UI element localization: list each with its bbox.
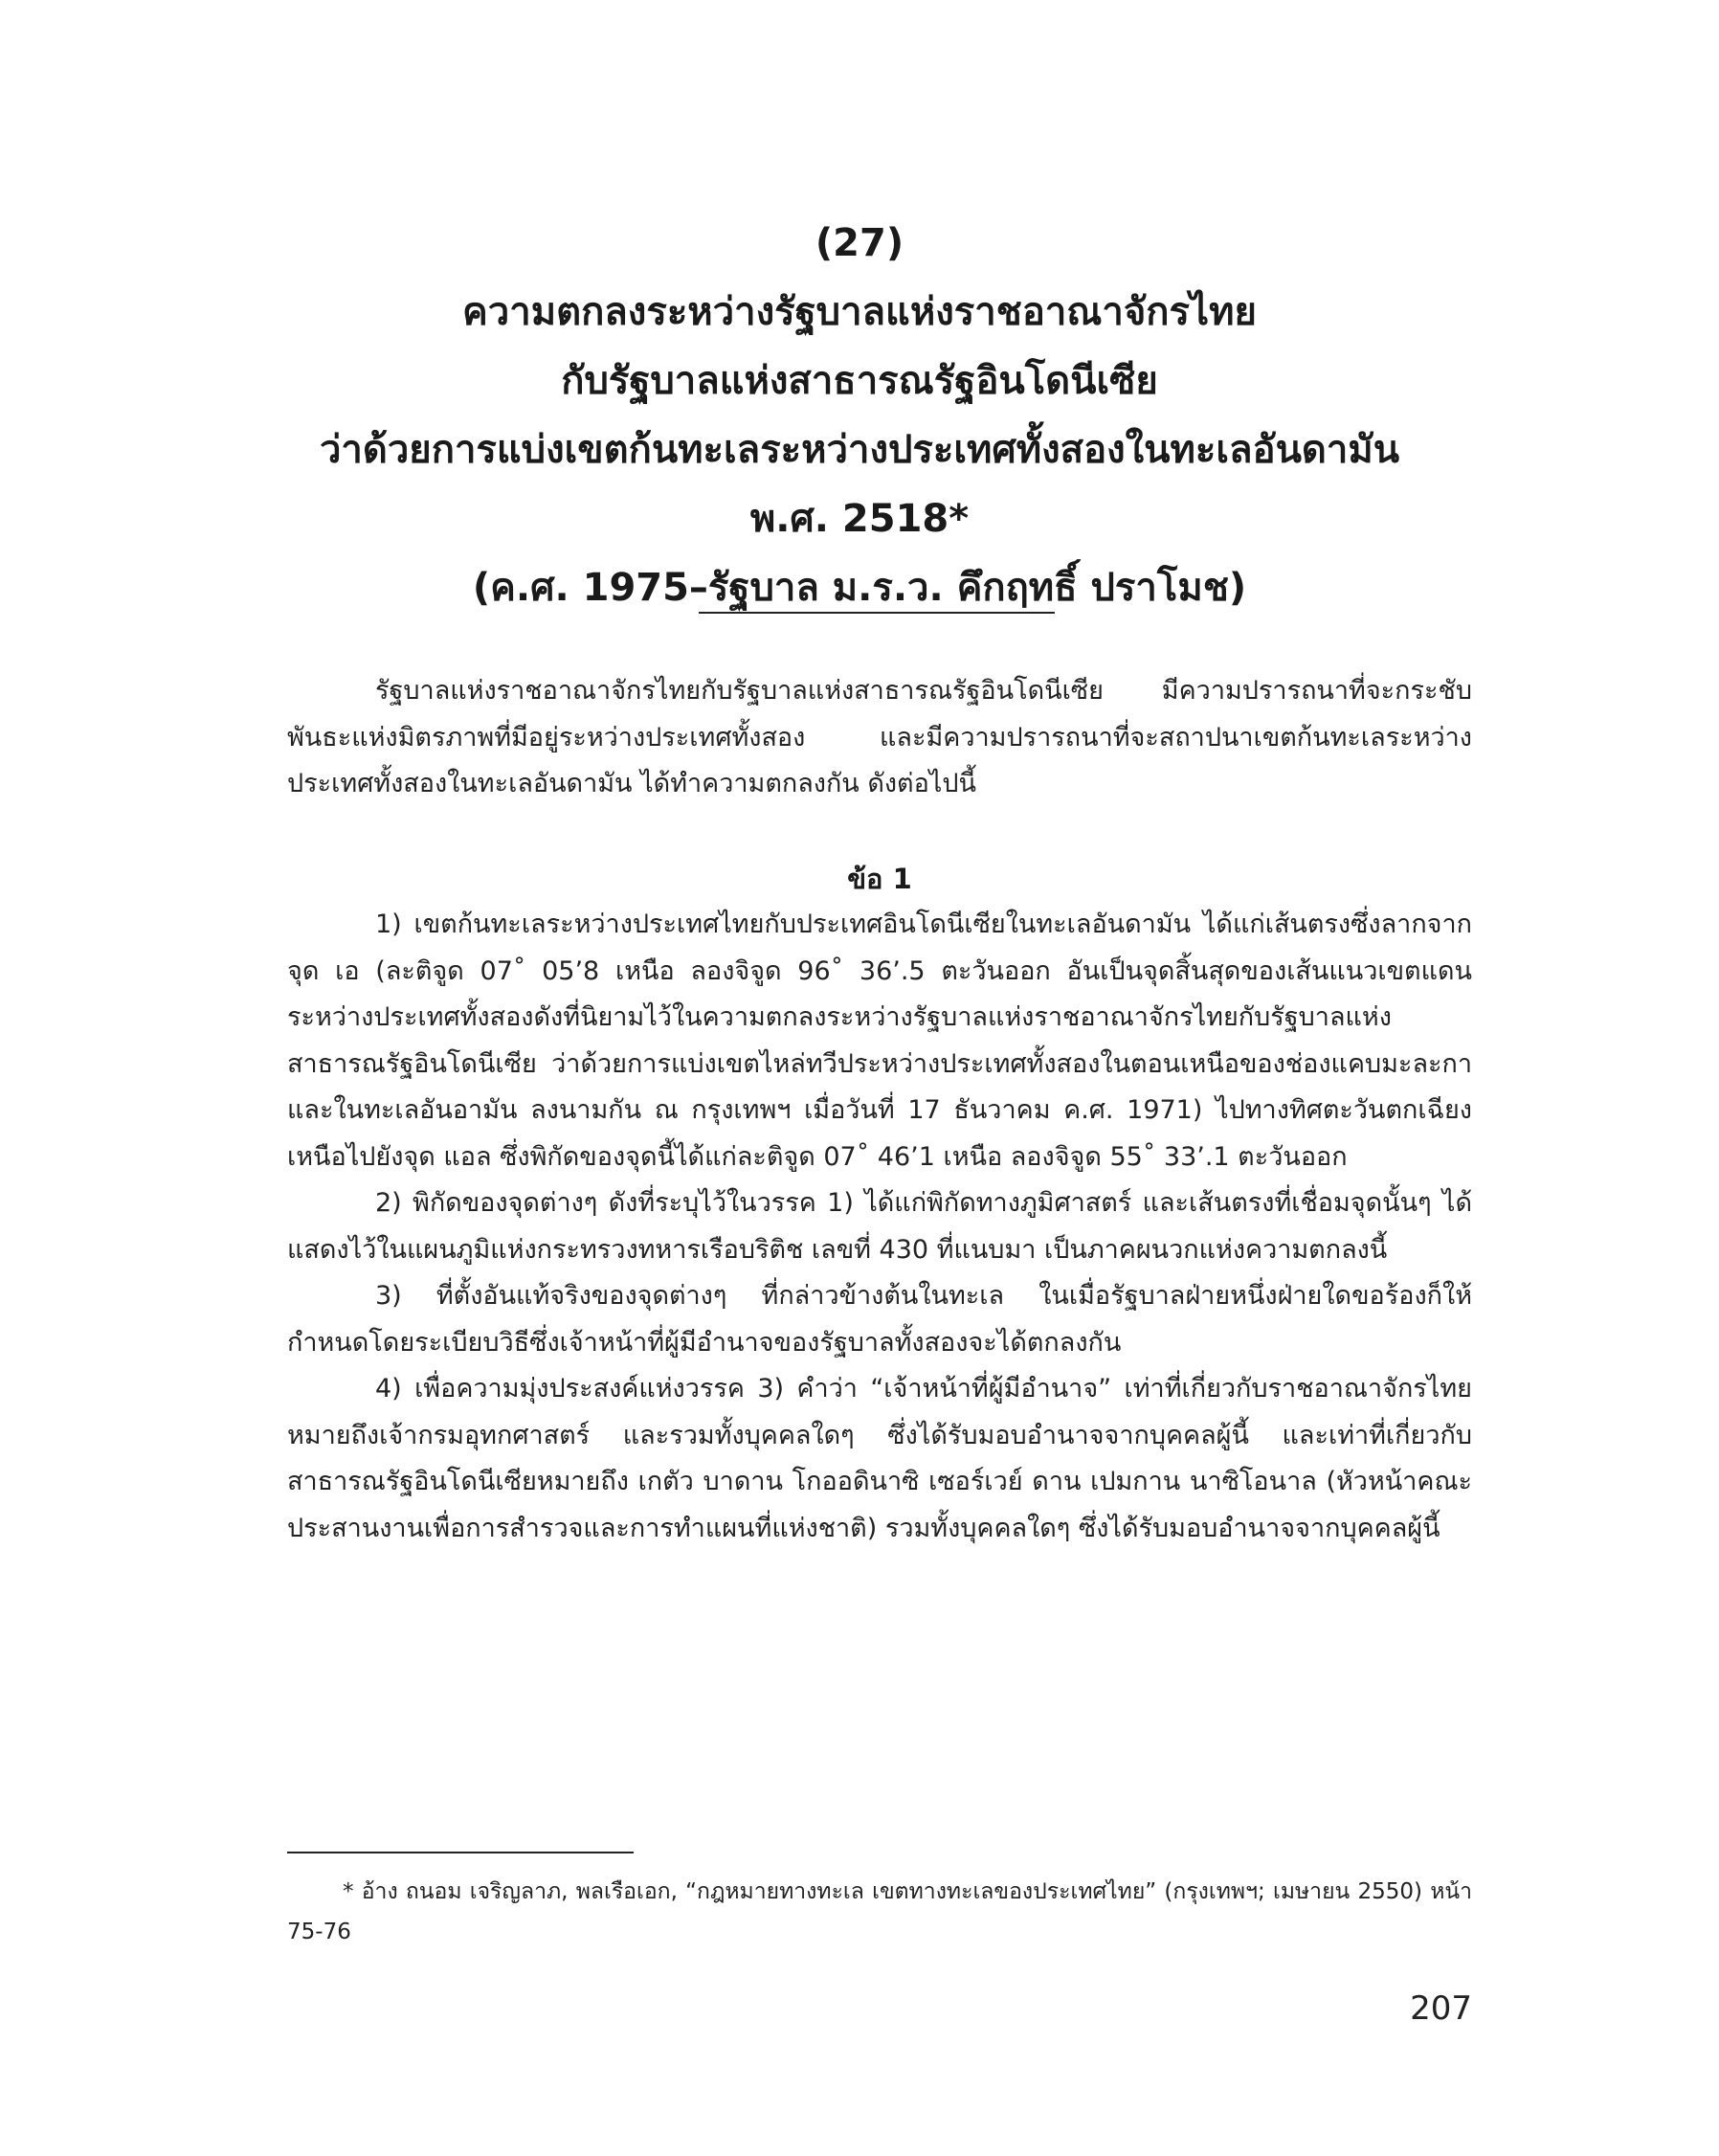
clause-1: 1) เขตก้นทะเลระหว่างประเทศไทยกับประเทศอินโดนีเซียในทะเลอันดามัน ได้แก่เส้นตรงซึ่งลากจากจุด เอ (ละติจูด 07˚ 05’8 เหนือ ลองจิจูด 96˚ 36’.5 ตะวันออก อันเป็นจุดสิ้นสุดของเส้นแนวเขตแดนระหว่างประเทศทั้งสองดังที่นิยามไว้ในความตกลงระหว่างรัฐบาลแห่งราชอาณาจักรไทยกับรัฐบาลแห่งสาธารณรัฐอินโดนีเซีย ว่าด้วยการแบ่งเขตไหล่ทวีประหว่างประเทศทั้งสองในตอนเหนือของช่องแคบมะละกาและในทะเลอันอามัน ลงนามกัน ณ กรุงเทพฯ เมื่อวันที่ 17 ธันวาคม ค.ศ. 1971) ไปทางทิศตะวันตกเฉียงเหนือไปยังจุด แอล ซึ่งพิกัดของจุดนี้ได้แก่ละติจูด 07˚ 46’1 เหนือ ลองจิจูด 55˚ 33’.1 ตะวันออก xyxy=(287,910,1472,1172)
preamble-section xyxy=(287,668,1472,808)
document-title xyxy=(239,209,1480,622)
footnote-divider xyxy=(287,1852,634,1853)
clause-3: 3) ที่ตั้งอันแท้จริงของจุดต่างๆ ที่กล่าวข้างต้นในทะเล ในเมื่อรัฐบาลฝ่ายหนึ่งฝ่ายใดขอร้องก็ให้กำหนดโดยระเบียบวิธีซึ่งเจ้าหน้าที่ผู้มีอำนาจของรัฐบาลทั้งสองจะได้ตกลงกัน xyxy=(287,1281,1472,1358)
treaty-number: (27) xyxy=(815,221,904,265)
article-clauses xyxy=(287,902,1472,1552)
footnote-text: * อ้าง ถนอม เจริญลาภ, พลเรือเอก, “กฎหมายทางทะเล เขตทางทะเลของประเทศไทย” (กรุงเทพฯ; เมษายน 2550) หน้า 75-76 xyxy=(287,1879,1472,1944)
clause-2: 2) พิกัดของจุดต่างๆ ดังที่ระบุไว้ในวรรค 1) ได้แก่พิกัดทางภูมิศาสตร์ และเส้นตรงที่เชื่อมจุดนั้นๆ ได้แสดงไว้ในแผนภูมิแห่งกระทรวงทหารเรือบริติช เลขที่ 430 ที่แนบมา เป็นภาคผนวกแห่งความตกลงนี้ xyxy=(287,1188,1472,1265)
title-line-2: กับรัฐบาลแห่งสาธารณรัฐอินโดนีเซีย xyxy=(561,359,1158,403)
article-heading: ข้อ 1 xyxy=(847,863,912,895)
title-line-1: ความตกลงระหว่างรัฐบาลแห่งราชอาณาจักรไทย xyxy=(462,290,1257,334)
page-number: 207 xyxy=(1410,1989,1472,2028)
title-year-ad-government: (ค.ศ. 1975–รัฐบาล ม.ร.ว. คึกฤทธิ์ ปราโมช) xyxy=(472,566,1247,610)
title-year-be: พ.ศ. 2518* xyxy=(749,497,970,541)
preamble-paragraph: รัฐบาลแห่งราชอาณาจักรไทยกับรัฐบาลแห่งสาธารณรัฐอินโดนีเซีย มีความปรารถนาที่จะกระชับพันธะแห่งมิตรภาพที่มีอยู่ระหว่างประเทศทั้งสอง และมีความปรารถนาที่จะสถาปนาเขตก้นทะเลระหว่างประเทศทั้งสองในทะเลอันดามัน ได้ทำความตกลงกัน ดังต่อไปนี้ xyxy=(287,676,1472,798)
footnote-section xyxy=(287,1872,1472,1952)
clause-4: 4) เพื่อความมุ่งประสงค์แห่งวรรค 3) คำว่า “เจ้าหน้าที่ผู้มีอำนาจ” เท่าที่เกี่ยวกับราชอาณาจักรไทยหมายถึงเจ้ากรมอุทกศาสตร์ และรวมทั้งบุคคลใดๆ ซึ่งได้รับมอบอำนาจจากบุคคลผู้นี้ และเท่าที่เกี่ยวกับสาธารณรัฐอินโดนีเซียหมายถึง เกตัว บาดาน โกออดินาซิ เซอร์เวย์ ดาน เปมกาน นาซิโอนาล (หัวหน้าคณะประสานงานเพื่อการสำรวจและการทำแผนที่แห่งชาติ) รวมทั้งบุคคลใดๆ ซึ่งได้รับมอบอำนาจจากบุคคลผู้นี้ xyxy=(287,1374,1472,1543)
title-line-3: ว่าด้วยการแบ่งเขตก้นทะเลระหว่างประเทศทั้งสองในทะเลอันดามัน xyxy=(319,428,1400,472)
title-divider xyxy=(699,612,1055,614)
